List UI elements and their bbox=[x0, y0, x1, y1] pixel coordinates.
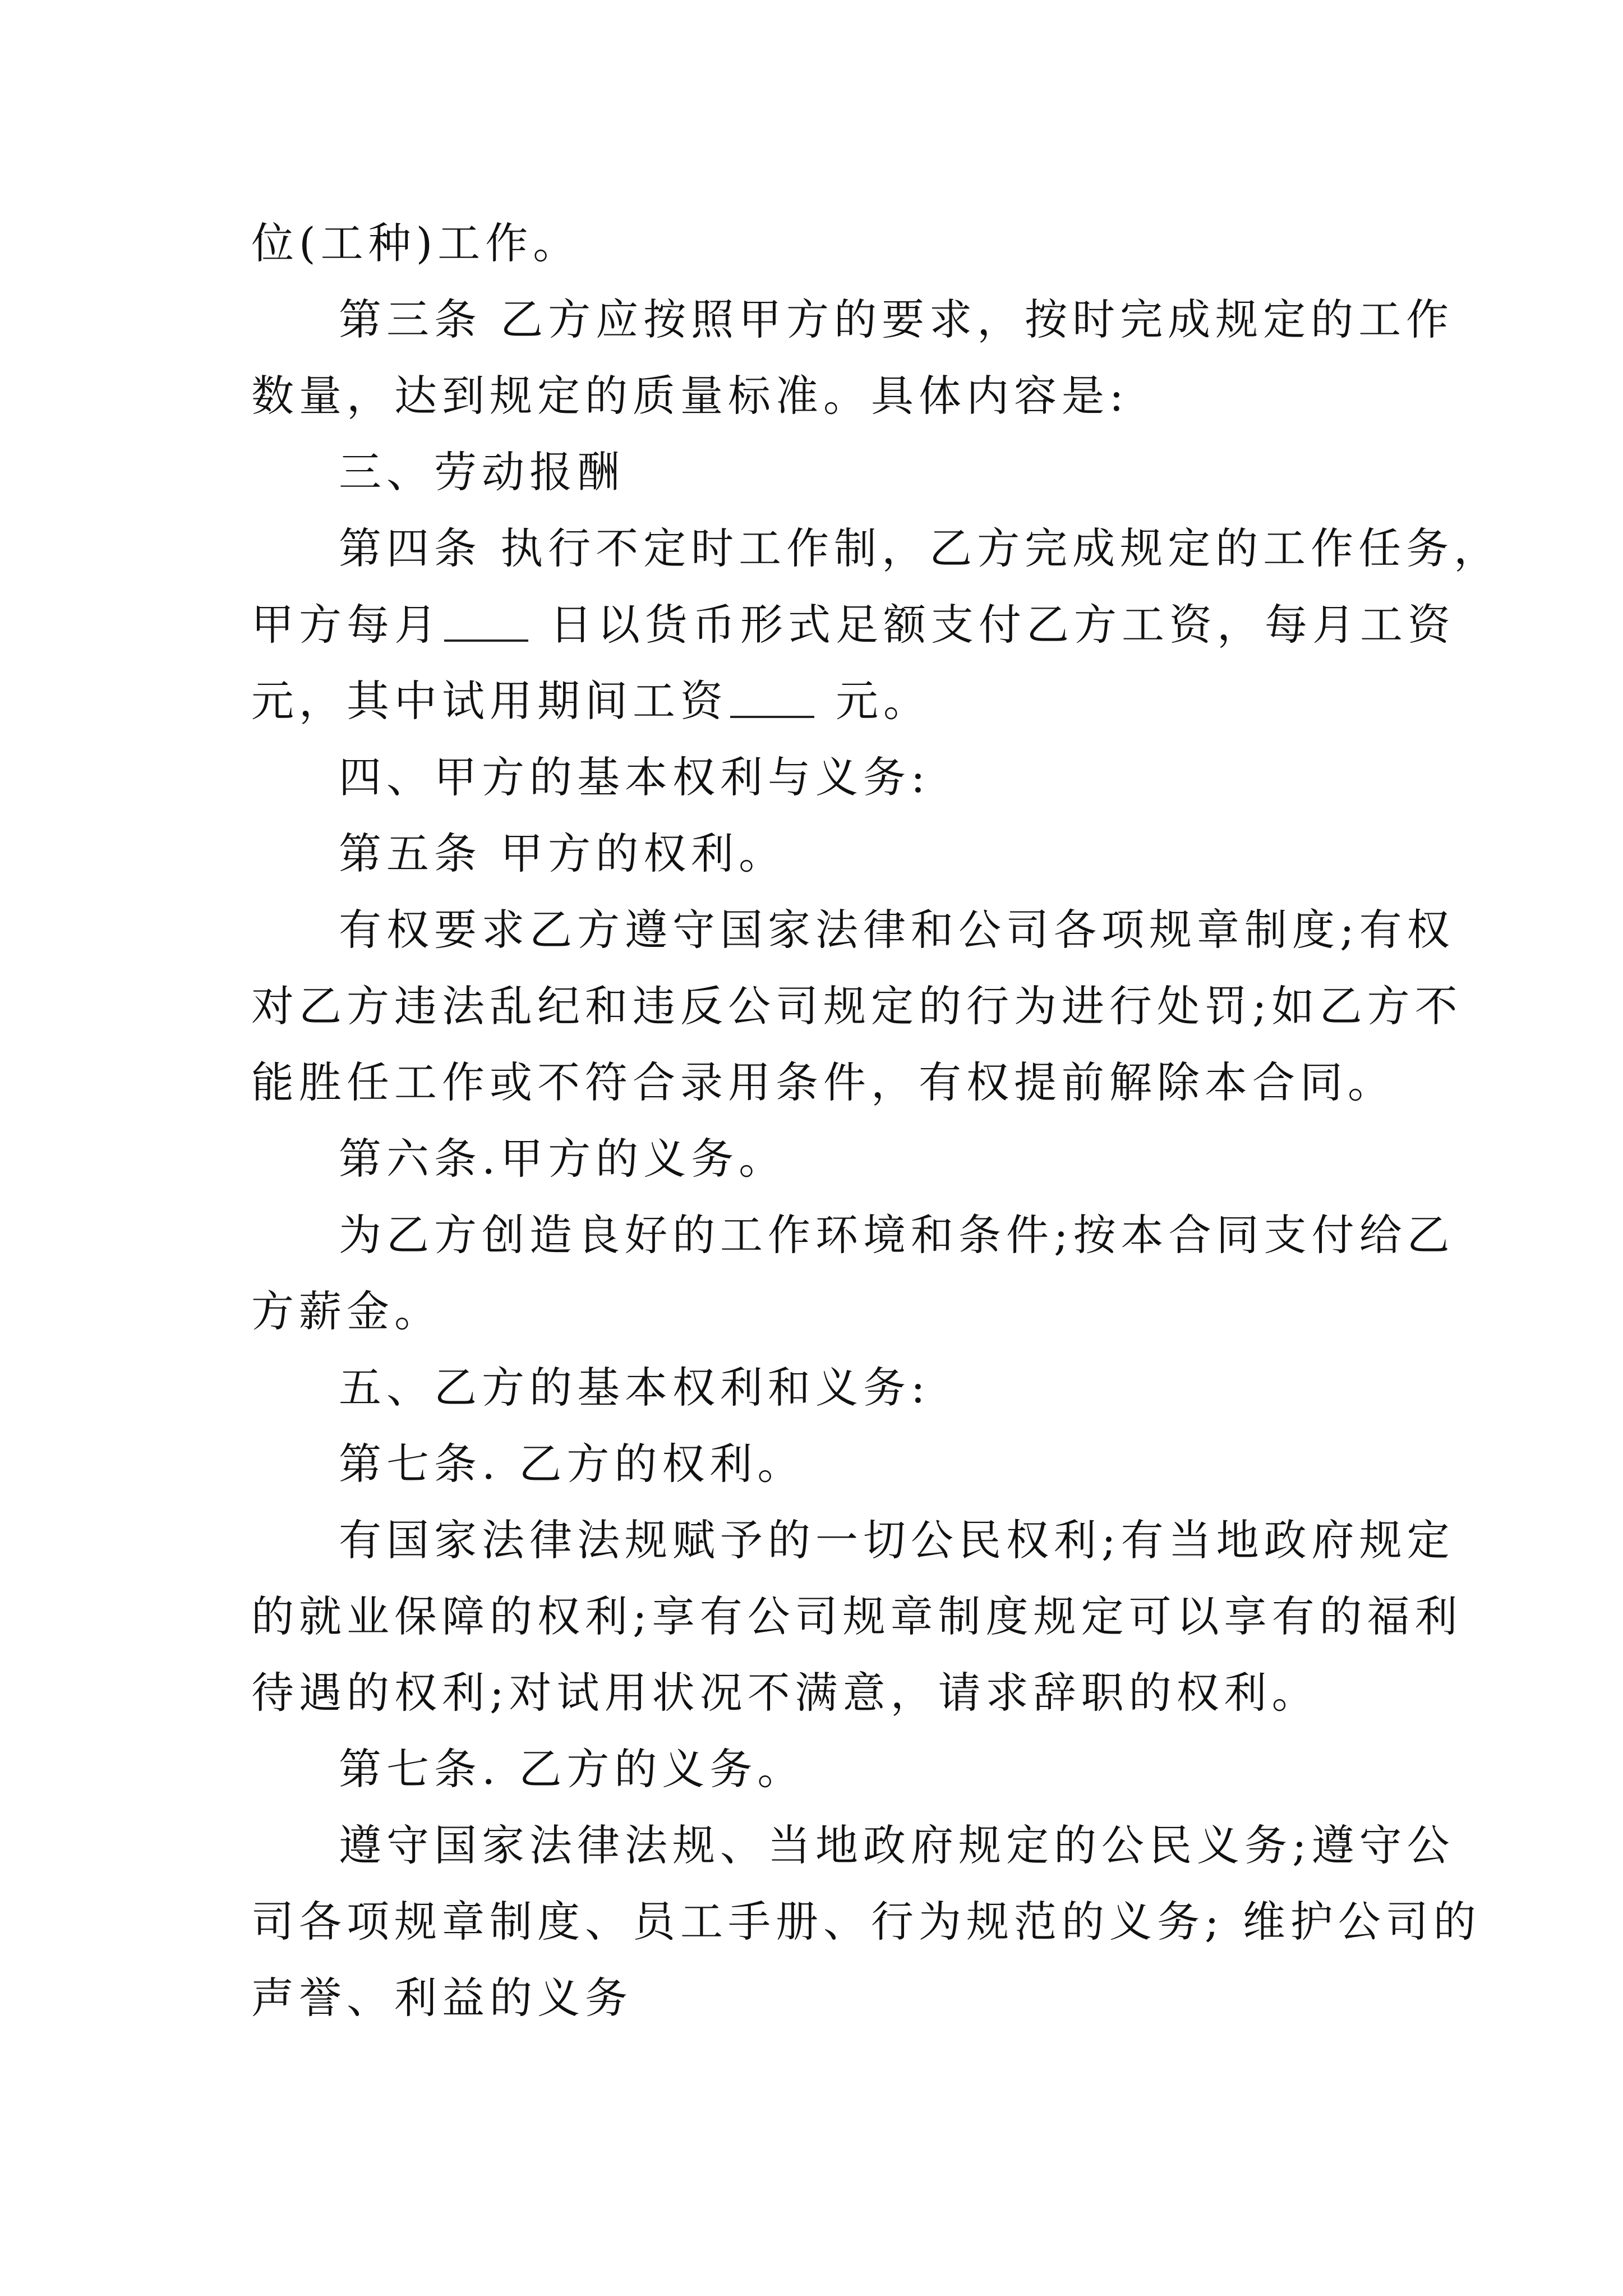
text-line: 能胜任工作或不符合录用条件，有权提前解除本合同。 bbox=[251, 1057, 1395, 1107]
text-segment: 日以货币形式足额支付乙方工资，每月工资 bbox=[550, 600, 1455, 650]
section-5-heading: 五、乙方的基本权利和义务: bbox=[339, 1363, 930, 1412]
text-line: 有权要求乙方遵守国家法律和公司各项规章制度;有权 bbox=[339, 905, 1455, 955]
text-segment: 甲方每月 bbox=[251, 600, 442, 650]
clause-7b-heading: 第七条. 乙方的义务。 bbox=[339, 1744, 805, 1794]
fill-in-blank bbox=[444, 637, 528, 642]
clause-4-heading-line: 第四条 执行不定时工作制，乙方完成规定的工作任务， bbox=[339, 523, 1502, 573]
text-line-with-blank bbox=[251, 600, 1455, 650]
text-line: 的就业保障的权利;享有公司规章制度规定可以享有的福利 bbox=[251, 1591, 1463, 1641]
text-line: 有国家法律法规赋予的一切公民权利;有当地政府规定 bbox=[339, 1515, 1455, 1565]
clause-3-heading-line: 第三条 乙方应按照甲方的要求，按时完成规定的工作 bbox=[339, 295, 1454, 344]
fill-in-blank bbox=[730, 714, 814, 718]
clause-5-heading: 第五条 甲方的权利。 bbox=[339, 829, 787, 878]
text-line: 遵守国家法律法规、当地政府规定的公民义务;遵守公 bbox=[339, 1820, 1455, 1870]
text-line-with-blank bbox=[251, 676, 931, 726]
text-line: 司各项规章制度、员工手册、行为规范的义务; 维护公司的 bbox=[251, 1897, 1481, 1947]
text-line: 数量，达到规定的质量标准。具体内容是: bbox=[251, 371, 1129, 421]
text-segment: 元。 bbox=[836, 676, 931, 726]
clause-7-heading: 第七条. 乙方的权利。 bbox=[339, 1439, 805, 1489]
section-3-heading: 三、劳动报酬 bbox=[339, 447, 625, 497]
text-line: 位(工种)工作。 bbox=[251, 218, 581, 268]
text-line: 对乙方违法乱纪和违反公司规定的行为进行处罚;如乙方不 bbox=[251, 981, 1463, 1031]
clause-6-heading: 第六条.甲方的义务。 bbox=[339, 1134, 787, 1184]
text-line: 为乙方创造良好的工作环境和条件;按本合同支付给乙 bbox=[339, 1210, 1455, 1260]
text-segment: 元，其中试用期间工资 bbox=[251, 676, 728, 726]
text-line: 声誉、利益的义务 bbox=[251, 1973, 633, 2023]
text-line: 方薪金。 bbox=[251, 1286, 442, 1336]
section-4-heading: 四、甲方的基本权利与义务: bbox=[339, 752, 930, 802]
text-line: 待遇的权利;对试用状况不满意，请求辞职的权利。 bbox=[251, 1668, 1320, 1718]
